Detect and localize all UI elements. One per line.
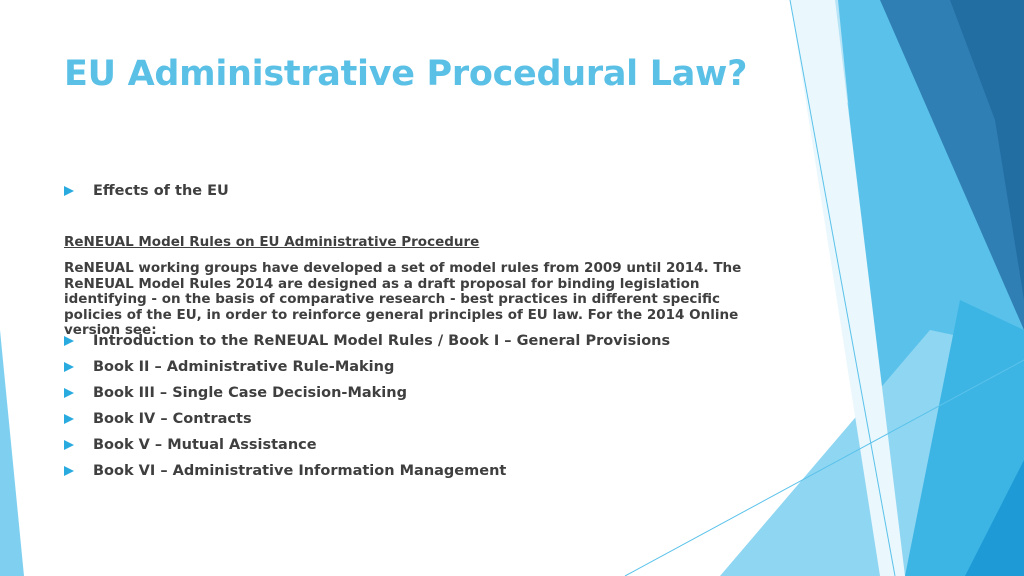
book-link-item[interactable]: [64, 461, 506, 481]
bullet-arrow-icon: [64, 440, 74, 450]
book-link-item[interactable]: [64, 409, 252, 429]
book-link-label[interactable]: Book VI – Administrative Information Management: [93, 463, 507, 479]
bullet-arrow-icon: [64, 186, 74, 196]
bullet-arrow-icon: [64, 414, 74, 424]
bullet-label: Effects of the EU: [93, 183, 229, 199]
book-link-label[interactable]: Book III – Single Case Decision-Making: [93, 385, 407, 401]
book-link-label[interactable]: Book IV – Contracts: [93, 411, 252, 427]
slide-title: EU Administrative Procedural Law?: [64, 54, 748, 94]
book-link-label[interactable]: Book II – Administrative Rule-Making: [93, 359, 395, 375]
bullet-arrow-icon: [64, 388, 74, 398]
book-link-label[interactable]: Introduction to the ReNEUAL Model Rules / Book I – General Provisions: [93, 333, 671, 349]
bullet-effects-of-the-eu: [64, 181, 229, 201]
section-heading: ReNEUAL Model Rules on EU Administrative Procedure: [64, 234, 480, 250]
bullet-arrow-icon: [64, 362, 74, 372]
book-link-item[interactable]: [64, 383, 407, 403]
book-link-label[interactable]: Book V – Mutual Assistance: [93, 437, 317, 453]
bullet-arrow-icon: [64, 466, 74, 476]
description-paragraph: ReNEUAL working groups have developed a set of model rules from 2009 until 2014. The ReNEUAL Model Rules 2014 are designed as a draft proposal for binding legislation identifying - on the basis of comparative research - best practices in different specific policies of the EU, in order to reinforce general principles of EU law. For the 2014 Online version see:: [64, 260, 742, 338]
book-link-item[interactable]: [64, 435, 317, 455]
book-link-item[interactable]: [64, 357, 394, 377]
bullet-arrow-icon: [64, 336, 74, 346]
book-link-item[interactable]: [64, 331, 670, 351]
left-edge-sliver: [0, 330, 24, 576]
